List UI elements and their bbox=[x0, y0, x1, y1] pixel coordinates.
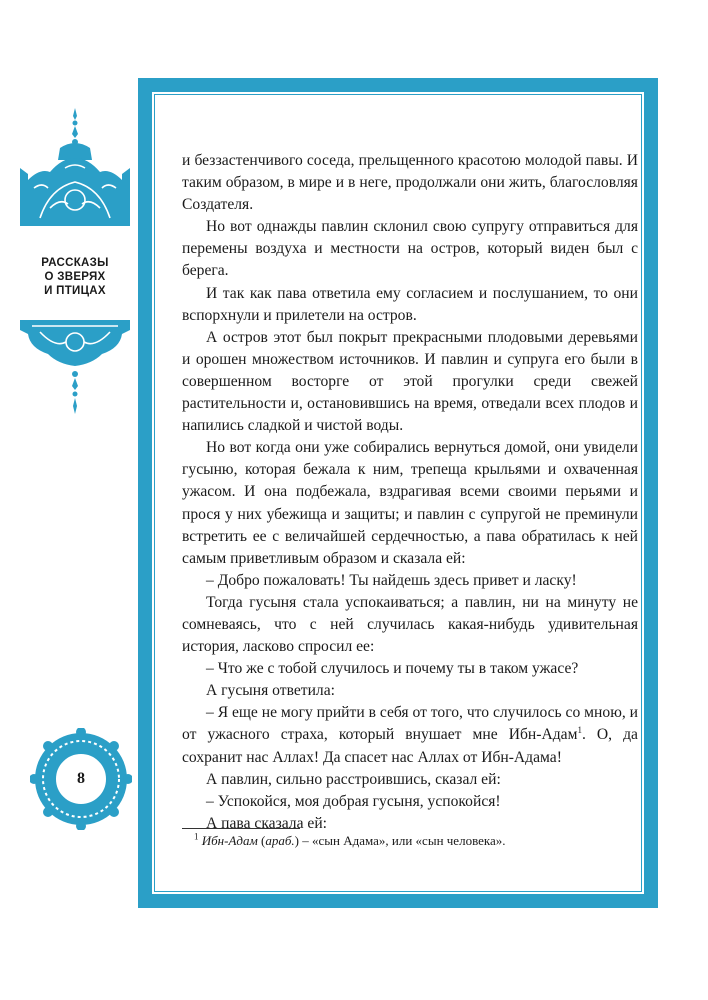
footnote-number: 1 bbox=[194, 831, 199, 842]
paragraph bbox=[182, 702, 638, 768]
paragraph: А павлин, сильно расстроившись, сказал ей: bbox=[206, 770, 501, 788]
paragraph: А остров этот был покрыт прекрасными плодовыми деревьями и орошен множеством источников. И павлин и супруга его были в совершенном восторге от этой прогулки среди свежей растительности и, остановившись на время, отведали всех плодов и напились сладкой и чистой воды. bbox=[182, 328, 638, 435]
paragraph: А гусыня ответила: bbox=[206, 682, 335, 700]
footnote-text: – «сын Адама», или «сын человека». bbox=[299, 833, 506, 848]
paragraph: – Добро пожаловать! Ты найдешь здесь привет и ласку! bbox=[206, 571, 577, 589]
paragraph: – Что же с тобой случилось и почему ты в таком ужасе? bbox=[206, 660, 579, 678]
section-title-line: О ЗВЕРЯХ bbox=[44, 271, 106, 283]
paragraph: И так как пава ответила ему согласием и послушанием, то они вспорхнули и прилетели на остров. bbox=[182, 284, 638, 324]
footnote-lang: араб. bbox=[265, 833, 295, 848]
paragraph-text: – Я еще не могу прийти в себя от того, что случилось со мною, и от ужасного страха, который внушает мне Ибн-Адам bbox=[182, 704, 638, 744]
footnote-divider bbox=[182, 828, 300, 829]
body-text bbox=[182, 150, 638, 835]
page-number: 8 bbox=[77, 770, 85, 787]
paragraph-text: . О, да сохранит нас Аллах! Да спасет нас Аллах от Ибн-Адама! bbox=[182, 726, 638, 766]
paragraph: Тогда гусыня стала успокаиваться; а павлин, ни на минуту не сомневаясь, что с ней случилась какая-нибудь удивительная история, ласково спросил ее: bbox=[182, 593, 638, 656]
arabesque-crown-ornament bbox=[20, 108, 130, 248]
paragraph: А пава сказала ей: bbox=[206, 814, 328, 832]
arabesque-pendant-ornament bbox=[20, 318, 130, 418]
section-title bbox=[20, 256, 130, 298]
footnote: $^1$ Ибн-Адам (араб.) – «сын Адама», или «сын человека». bbox=[194, 831, 506, 848]
paragraph: – Успокойся, моя добрая гусыня, успокойся! bbox=[206, 792, 501, 810]
paragraph: Но вот когда они уже собирались вернуться домой, они увидели гусыню, которая бежала к ним, трепеща крыльями и охваченная ужасом. И она подбежала, вздрагивая всеми своими перьями и прося у них убежища и защиты; и павлин с супругой не преминули встретить ее с величайшей сердечностью, а пава обратилась к ней самым приветливым образом и сказала ей: bbox=[182, 439, 638, 567]
footnote-mark: 1 bbox=[577, 725, 582, 736]
section-title-line: РАССКАЗЫ bbox=[41, 257, 109, 269]
section-title-line: И ПТИЦАХ bbox=[44, 285, 106, 297]
paragraph: Но вот однажды павлин склонил свою супругу отправиться для перемены воздуха и местности на остров, который виден был с берега. bbox=[182, 218, 638, 280]
paragraph: и беззастенчивого соседа, прельщенного красотою молодой павы. И таким образом, в мире и в неге, продолжали они жить, благословляя Создателя. bbox=[182, 152, 638, 214]
footnote-term: Ибн-Адам bbox=[201, 833, 258, 848]
sidebar bbox=[0, 0, 138, 1000]
